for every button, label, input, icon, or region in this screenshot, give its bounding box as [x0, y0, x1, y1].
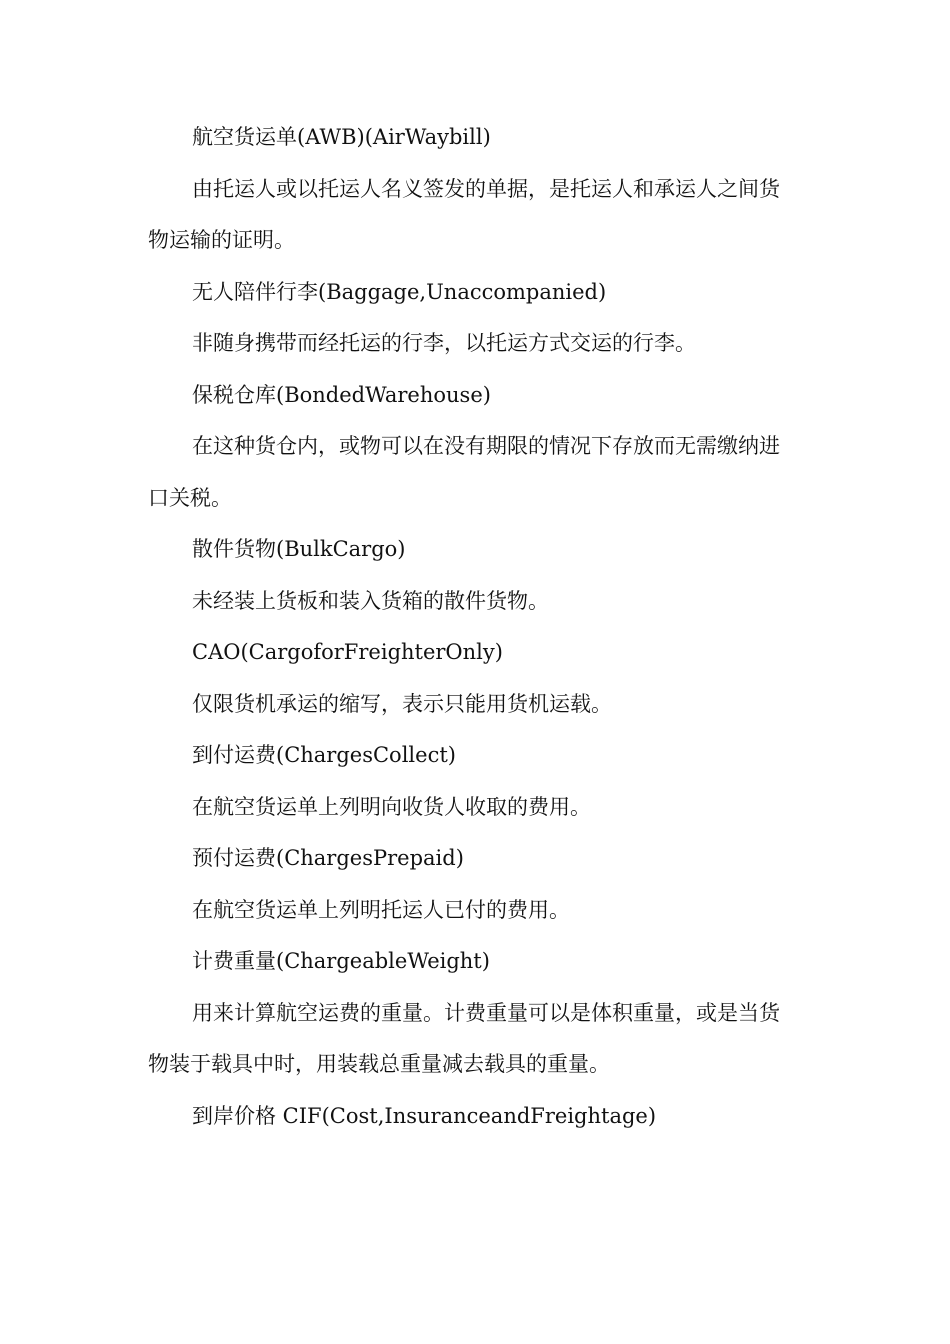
term-bonded-warehouse: 保税仓库(BondedWarehouse) [192, 382, 491, 407]
term-cao: CAO(CargoforFreighterOnly) [192, 640, 503, 664]
document-page [148, 112, 798, 1142]
definition-charges-collect: 在航空货运单上列明向收货人收取的费用。 [192, 794, 591, 819]
definition-charges-prepaid: 在航空货运单上列明托运人已付的费用。 [192, 897, 570, 922]
term-charges-prepaid: 预付运费(ChargesPrepaid) [192, 846, 464, 870]
term-charges-collect: 到付运费(ChargesCollect) [192, 743, 456, 767]
definition-bonded-warehouse: 在这种货仓内，或物可以在没有期限的情况下存放而无需缴纳进口关税。 [148, 434, 780, 510]
definition-chargeable-weight: 用来计算航空运费的重量。计费重量可以是体积重量，或是当货物装于载具中时，用装载总重量减去载具的重量。 [148, 1000, 780, 1076]
term-bulk-cargo: 散件货物(BulkCargo) [192, 537, 406, 561]
term-cif: 到岸价格 CIF(Cost,InsuranceandFreightage) [192, 1103, 657, 1128]
definition-awb: 由托运人或以托运人名义签发的单据，是托运人和承运人之间货物运输的证明。 [148, 176, 780, 252]
term-baggage-unaccompanied: 无人陪伴行李(Baggage,Unaccompanied) [192, 279, 607, 304]
term-awb: 航空货运单(AWB)(AirWaybill) [192, 125, 491, 149]
definition-baggage-unaccompanied: 非随身携带而经托运的行李，以托运方式交运的行李。 [192, 331, 696, 355]
definition-cao: 仅限货机承运的缩写，表示只能用货机运载。 [192, 691, 612, 716]
definition-bulk-cargo: 未经装上货板和装入货箱的散件货物。 [192, 588, 549, 613]
term-chargeable-weight: 计费重量(ChargeableWeight) [192, 949, 490, 973]
